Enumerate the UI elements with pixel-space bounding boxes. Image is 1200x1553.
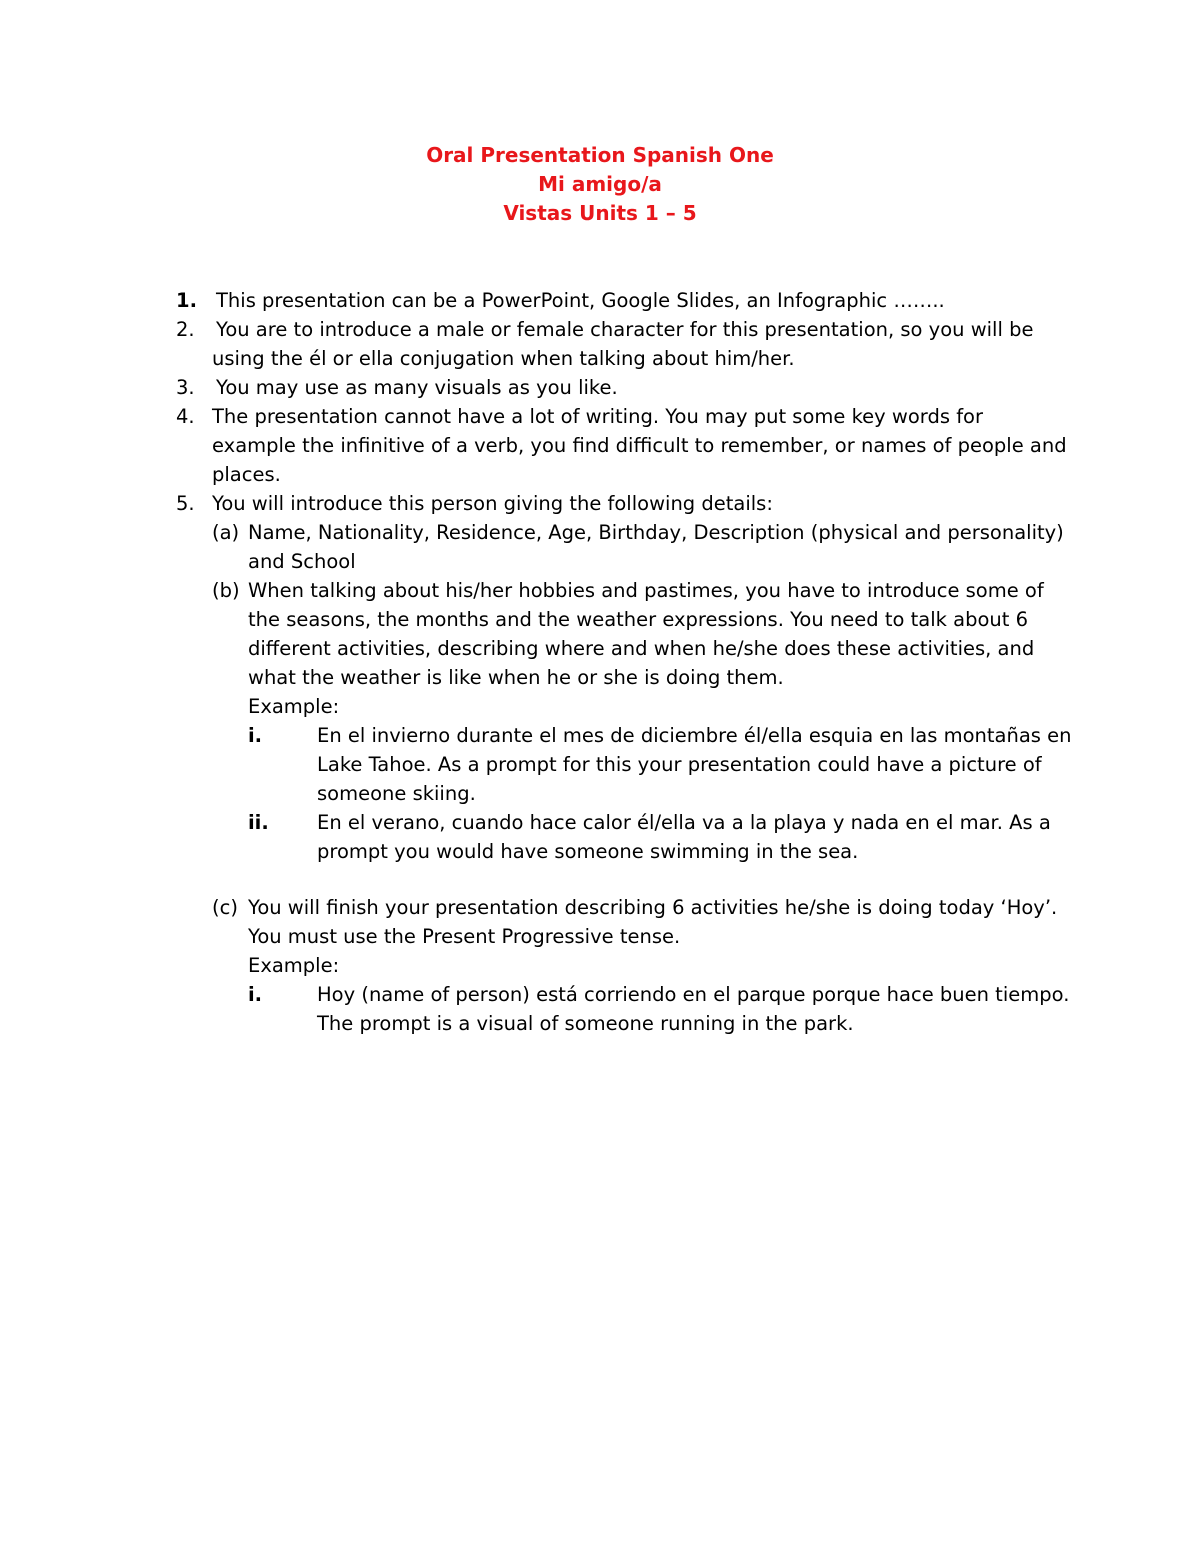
title-line-3: Vistas Units 1 – 5 bbox=[503, 201, 697, 225]
list-item-2 bbox=[0, 315, 1200, 344]
list-item-text: You will introduce this person giving the following details: bbox=[212, 492, 773, 515]
list-item-text: using the él or ella conjugation when talking about him/her. bbox=[212, 347, 795, 370]
roman-label: i. bbox=[248, 724, 263, 747]
sub-item-b-cont bbox=[0, 692, 1200, 721]
example-item bbox=[0, 808, 1200, 837]
roman-label: i. bbox=[248, 983, 263, 1006]
sub-item-text: When talking about his/her hobbies and pastimes, you have to introduce some of bbox=[248, 579, 1044, 602]
sub-item-text: the seasons, the months and the weather expressions. You need to talk about 6 bbox=[248, 608, 1028, 631]
title-line-2: Mi amigo/a bbox=[538, 172, 662, 196]
sub-item-text: and School bbox=[248, 550, 356, 573]
paragraph-spacer bbox=[0, 866, 1200, 893]
sub-item-c-cont bbox=[0, 922, 1200, 951]
sub-label: (c) bbox=[212, 896, 238, 919]
list-item-text: places. bbox=[212, 463, 281, 486]
sub-item-c-cont bbox=[0, 951, 1200, 980]
list-number: 2. bbox=[176, 318, 195, 341]
sub-item-a bbox=[0, 518, 1200, 547]
sub-label: (b) bbox=[212, 579, 240, 602]
sub-item-b bbox=[0, 576, 1200, 605]
sub-item-text: You will finish your presentation describing 6 activities he/she is doing today ‘Hoy’. bbox=[248, 896, 1058, 919]
sub-item-text: different activities, describing where and when he/she does these activities, and bbox=[248, 637, 1035, 660]
title-line-1: Oral Presentation Spanish One bbox=[426, 143, 774, 167]
list-item-text: You are to introduce a male or female character for this presentation, so you will be bbox=[216, 318, 1034, 341]
list-number: 1. bbox=[176, 289, 197, 312]
example-text: En el verano, cuando hace calor él/ella va a la playa y nada en el mar. As a bbox=[317, 811, 1051, 834]
list-item-4-cont bbox=[0, 431, 1200, 460]
example-text: prompt you would have someone swimming in the sea. bbox=[317, 840, 859, 863]
example-item-cont bbox=[0, 779, 1200, 808]
list-item-text: example the infinitive of a verb, you find difficult to remember, or names of people and bbox=[212, 434, 1067, 457]
example-heading: Example: bbox=[248, 954, 340, 977]
example-item-cont bbox=[0, 1009, 1200, 1038]
list-item-1 bbox=[0, 286, 1200, 315]
example-item bbox=[0, 980, 1200, 1009]
example-text: Hoy (name of person) está corriendo en el parque porque hace buen tiempo. bbox=[317, 983, 1070, 1006]
example-text: someone skiing. bbox=[317, 782, 476, 805]
list-item-text: The presentation cannot have a lot of writing. You may put some key words for bbox=[212, 405, 984, 428]
example-text: En el invierno durante el mes de diciembre él/ella esquia en las montañas en bbox=[317, 724, 1072, 747]
list-item-2-cont bbox=[0, 344, 1200, 373]
list-item-text: This presentation can be a PowerPoint, Google Slides, an Infographic …….. bbox=[216, 289, 945, 312]
example-item-cont bbox=[0, 750, 1200, 779]
sub-item-text: Name, Nationality, Residence, Age, Birthday, Description (physical and personality) bbox=[248, 521, 1064, 544]
sub-label: (a) bbox=[212, 521, 240, 544]
list-number: 5. bbox=[176, 492, 195, 515]
list-item-text: You may use as many visuals as you like. bbox=[216, 376, 618, 399]
sub-item-c bbox=[0, 893, 1200, 922]
example-item-cont bbox=[0, 837, 1200, 866]
example-item bbox=[0, 721, 1200, 750]
sub-item-b-cont bbox=[0, 663, 1200, 692]
document-title bbox=[0, 141, 1200, 228]
list-item-4 bbox=[0, 402, 1200, 431]
sub-item-text: what the weather is like when he or she is doing them. bbox=[248, 666, 784, 689]
list-item-4-cont bbox=[0, 460, 1200, 489]
roman-label: ii. bbox=[248, 811, 269, 834]
example-text: Lake Tahoe. As a prompt for this your presentation could have a picture of bbox=[317, 753, 1042, 776]
instruction-list bbox=[0, 286, 1200, 1038]
sub-item-text: You must use the Present Progressive tense. bbox=[248, 925, 681, 948]
list-number: 3. bbox=[176, 376, 195, 399]
list-item-3 bbox=[0, 373, 1200, 402]
sub-item-b-cont bbox=[0, 634, 1200, 663]
list-number: 4. bbox=[176, 405, 195, 428]
sub-item-a-cont bbox=[0, 547, 1200, 576]
example-heading: Example: bbox=[248, 695, 340, 718]
example-text: The prompt is a visual of someone running in the park. bbox=[317, 1012, 854, 1035]
sub-item-b-cont bbox=[0, 605, 1200, 634]
list-item-5 bbox=[0, 489, 1200, 518]
